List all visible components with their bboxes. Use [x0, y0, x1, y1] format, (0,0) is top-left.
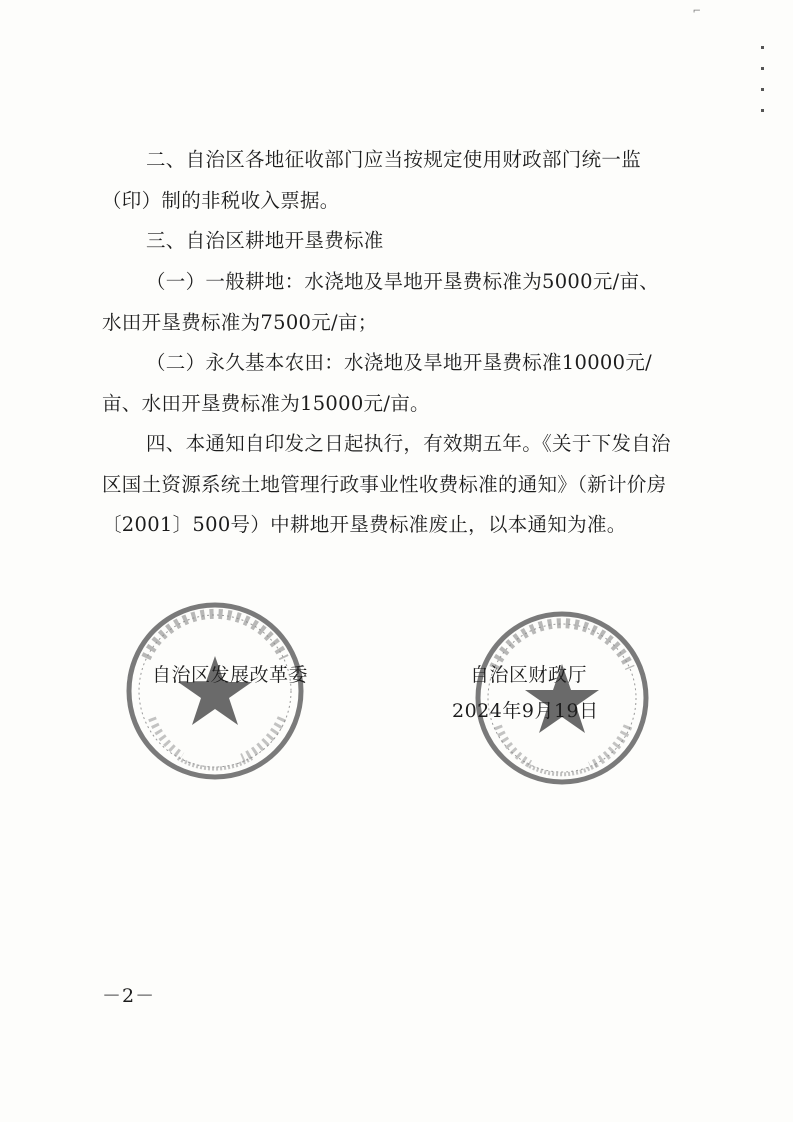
scan-edge-marks — [755, 28, 769, 112]
scan-corner-mark: ⌐ — [692, 6, 701, 17]
paragraph-standard-heading: 三、自治区耕地开垦费标准 — [146, 229, 384, 252]
paragraph-effective-date: 四、本通知自印发之日起执行，有效期五年。《关于下发自治区国土资源系统土地管理行政事业性收费标准的通知》（新计价房〔2001〕500号）中耕地开垦费标准废止，以本通知为准。 — [102, 432, 671, 536]
signature-right-issuer: 自治区财政厅 — [470, 664, 588, 686]
paragraph-basic-farmland: （二）永久基本农田：水浇地及旱地开垦费标准10000元/亩、水田开垦费标准为15000元/亩。 — [102, 351, 653, 415]
paragraph-general-farmland: （一）一般耕地：水浇地及旱地开垦费标准为5000元/亩、水田开垦费标准为7500元/亩； — [102, 270, 660, 334]
page-number: －2－ — [102, 985, 156, 1007]
signature-date: 2024年9月19日 — [452, 700, 599, 722]
paragraph-receipts: 二、自治区各地征收部门应当按规定使用财政部门统一监（印）制的非税收入票据。 — [102, 148, 642, 212]
signature-left-issuer: 自治区发展改革委 — [152, 664, 309, 686]
official-seal-left — [122, 598, 308, 784]
